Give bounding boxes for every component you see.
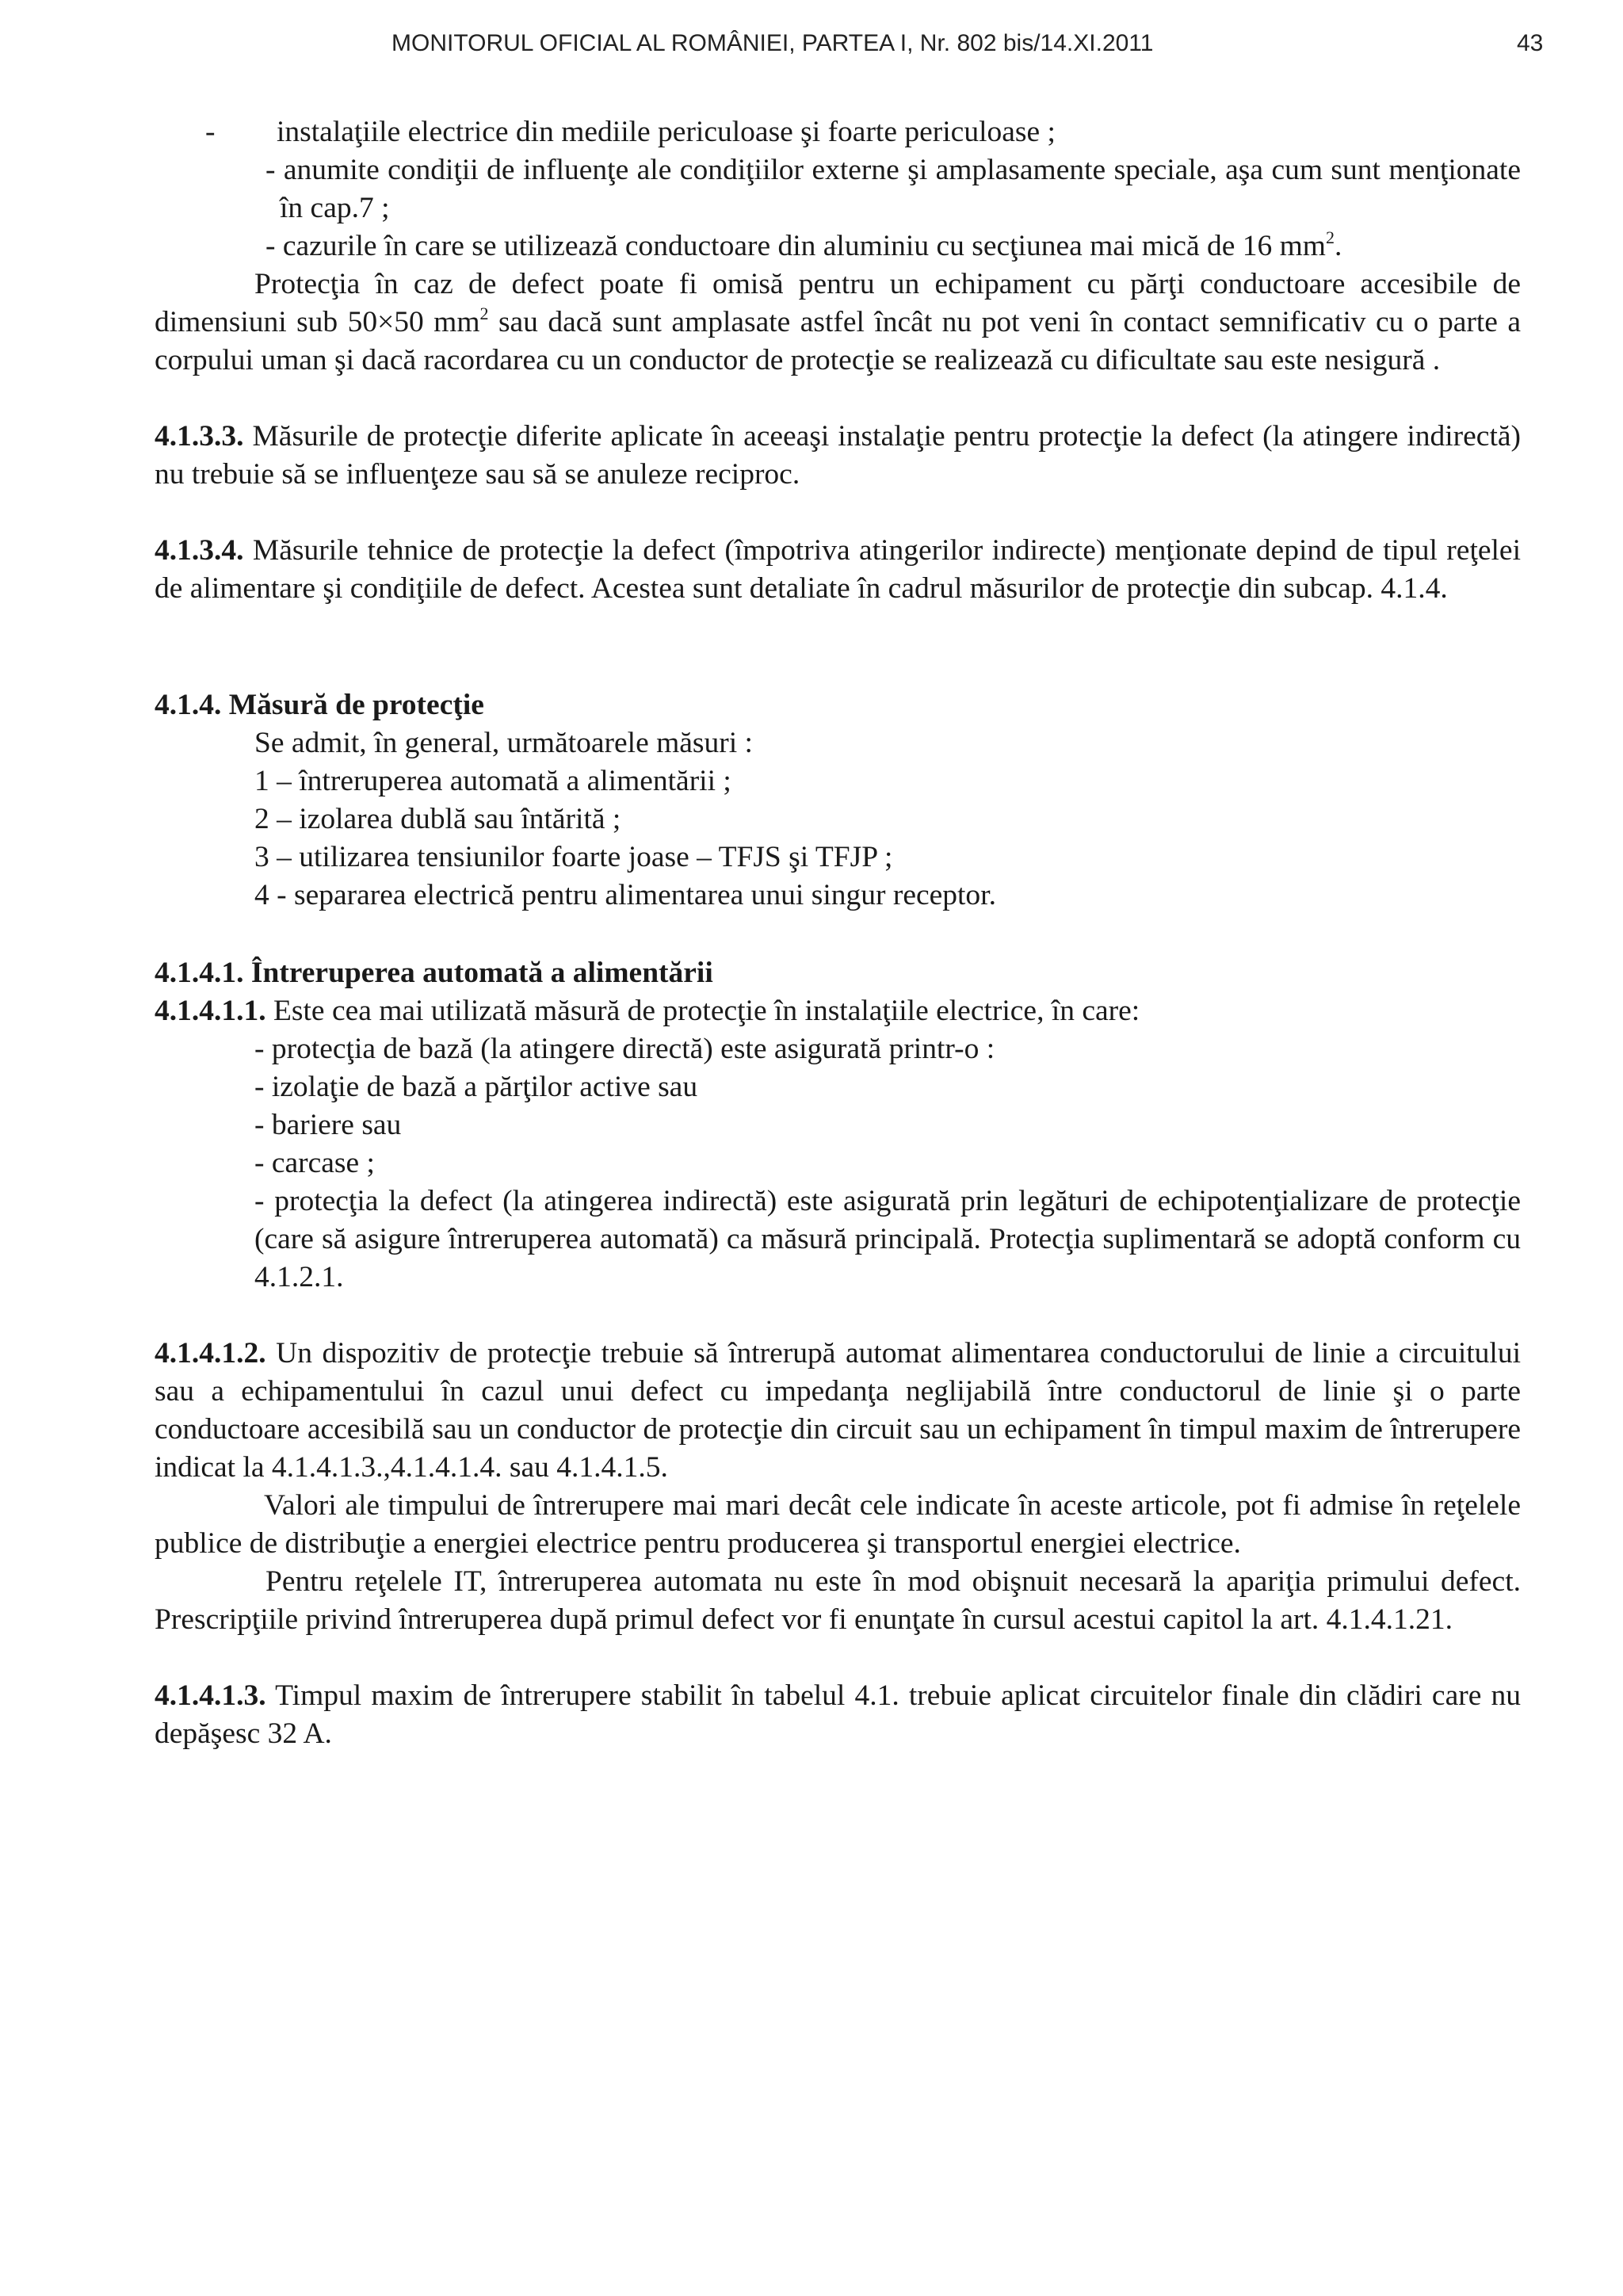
list-item: - anumite condiţii de influenţe ale condiţiilor externe şi amplasamente speciale, aşa cum sunt menţionate în cap.7 ; — [265, 154, 1521, 224]
list-item: 4 - separarea electrică pentru alimentarea unui singur receptor. — [254, 879, 996, 911]
section-number: 4.1.4.1.2. — [155, 1337, 266, 1370]
section-number: 4.1.4.1.3. — [155, 1679, 266, 1712]
list-item: - instalaţiile electrice din mediile periculoase şi foarte periculoase ; — [155, 113, 1521, 151]
section-number: 4.1.4.1.1. — [155, 995, 266, 1027]
page-number: 43 — [1517, 30, 1544, 56]
list-item: - bariere sau — [254, 1109, 402, 1141]
list-item: - carcase ; — [254, 1147, 375, 1179]
section-4-1-3-3: 4.1.3.3. Măsurile de protecţie diferite aplicate în aceeaşi instalaţie pentru protecţie la defect (la atingere indirectă) nu trebuie să se influenţeze sau să se anuleze reciproc. — [155, 420, 1521, 491]
list-item: - protecţia la defect (la atingerea indirectă) este asigurată prin legături de echipotenţializare de protecţie (care să asigure întreruperea automată) ca măsură principală. Protecţia suplimentară se adoptă conform cu 4.1.2.1. — [254, 1185, 1521, 1293]
section-number: 4.1.3.4. — [155, 534, 244, 567]
dash-marker: - — [205, 116, 216, 148]
section-4-1-3-4: 4.1.3.4. Măsurile tehnice de protecţie la defect (împotriva atingerilor indirecte) menţionate depind de tipul reţelei de alimentare şi condiţiile de defect. Acestea sunt detaliate în cadrul măsurilor de protecţie din subcap. 4.1.4. — [155, 534, 1521, 605]
paragraph: Pentru reţelele IT, întreruperea automata nu este în mod obişnuit necesară la apariţia primului defect. Prescripţiile privind întreruperea după primul defect vor fi enunţate în cursul acestui capitol la art. 4.1.4.1.21. — [155, 1565, 1521, 1636]
section-heading-4-1-4: 4.1.4. Măsură de protecţie — [155, 689, 484, 721]
list-item: 1 – întreruperea automată a alimentării ; — [254, 765, 731, 797]
section-4-1-4-1-1: 4.1.4.1.1. Este cea mai utilizată măsură de protecţie în instalaţiile electrice, în care: — [155, 995, 1140, 1027]
document-body — [155, 113, 1521, 1753]
section-intro: Se admit, în general, următoarele măsuri : — [254, 727, 753, 759]
list-item: - izolaţie de bază a părţilor active sau — [254, 1071, 698, 1103]
header-title: MONITORUL OFICIAL AL ROMÂNIEI, PARTEA I, Nr. 802 bis/14.XI.2011 — [391, 30, 1154, 56]
section-4-1-4-1-3: 4.1.4.1.3. Timpul maxim de întrerupere stabilit în tabelul 4.1. trebuie aplicat circuitelor finale din clădiri care nu depăşesc 32 A. — [155, 1679, 1521, 1750]
list-item: 2 – izolarea dublă sau întărită ; — [254, 803, 621, 835]
paragraph: Valori ale timpului de întrerupere mai mari decât cele indicate în aceste articole, pot fi admise în reţelele publice de distribuţie a energiei electrice pentru producerea şi transportul energiei electrice. — [155, 1489, 1521, 1560]
section-heading-4-1-4-1: 4.1.4.1. Întreruperea automată a alimentării — [155, 957, 713, 989]
page-header — [0, 30, 1623, 65]
section-number: 4.1.3.3. — [155, 420, 244, 453]
list-item: 3 – utilizarea tensiunilor foarte joase – TFJS şi TFJP ; — [254, 841, 893, 873]
list-item: - cazurile în care se utilizează conductoare din aluminiu cu secţiunea mai mică de 16 $mm^2$. — [265, 227, 1342, 262]
list-item: - protecţia de bază (la atingere directă) este asigurată printr-o : — [254, 1033, 995, 1065]
section-4-1-4-1-2: 4.1.4.1.2. Un dispozitiv de protecţie trebuie să întrerupă automat alimentarea conductorului de linie a circuitului sau a echipamentului în cazul unui defect cu impedanţa neglijabilă între conductorul de linie şi o parte conductoare accesibilă sau un conductor de protecţie din circuit sau un echipament în timpul maxim de întrerupere indicat la 4.1.4.1.3.,4.1.4.1.4. sau 4.1.4.1.5. — [155, 1337, 1521, 1484]
paragraph-omit-protection: Protecţia în caz de defect poate fi omisă pentru un echipament cu părţi conductoare accesibile de dimensiuni sub 50×50 $mm^2$ sau dacă sunt amplasate astfel încât nu pot veni în contact semnificativ cu o parte a corpului uman şi dacă racordarea cu un conductor de protecţie se realizează cu dificultate sau este nesigură . — [155, 268, 1521, 376]
